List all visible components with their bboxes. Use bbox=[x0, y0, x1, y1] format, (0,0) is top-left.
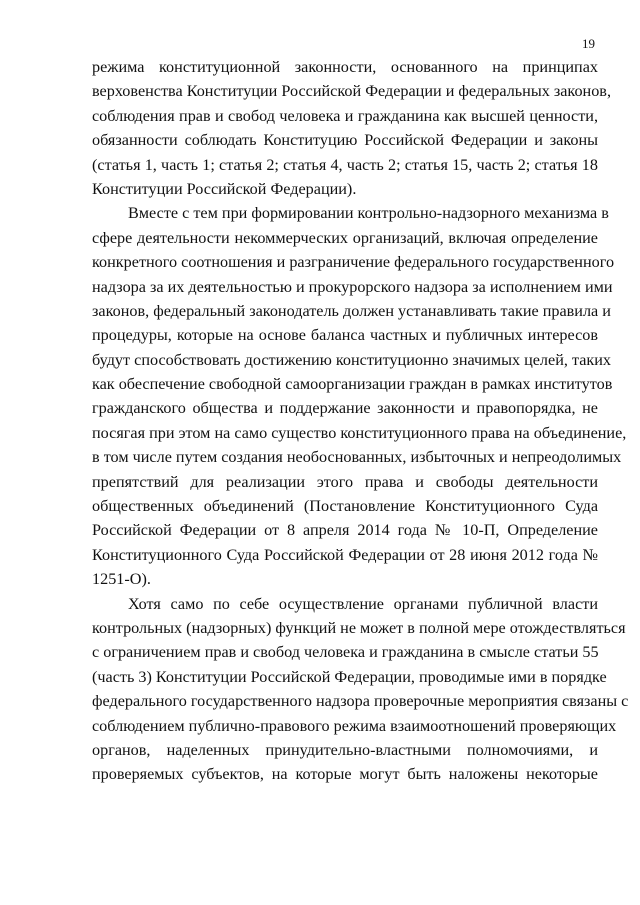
text-line: как обеспечение свободной самоорганизации граждан в рамках институтов bbox=[92, 375, 613, 394]
text-line: органов, наделенных принудительно-властными полномочиями, и bbox=[92, 740, 598, 759]
text-line: надзора за их деятельностью и прокурорского надзора за исполнением ими bbox=[92, 277, 613, 296]
text-line: соблюдения прав и свобод человека и гражданина как высшей ценности, bbox=[92, 106, 598, 125]
text-line: Конституционного Суда Российской Федерации от 28 июня 2012 года № bbox=[92, 545, 598, 564]
text-line: (статья 1, часть 1; статья 2; статья 4, часть 2; статья 15, часть 2; статья 18 bbox=[92, 155, 598, 174]
text-line: конкретного соотношения и разграничение федерального государственного bbox=[92, 253, 615, 272]
text-line: процедуры, которые на основе баланса частных и публичных интересов bbox=[92, 326, 598, 345]
text-line: федерального государственного надзора проверочные мероприятия связаны с bbox=[92, 692, 629, 711]
text-line: общественных объединений (Постановление Конституционного Суда bbox=[92, 497, 598, 516]
page-number: 19 bbox=[582, 36, 595, 51]
text-line: Конституции Российской Федерации). bbox=[92, 179, 357, 198]
paragraph-2 bbox=[92, 201, 627, 591]
text-line: (часть 3) Конституции Российской Федерации, проводимые ими в порядке bbox=[92, 667, 607, 686]
text-line: посягая при этом на само существо конституционного права на объединение, bbox=[92, 423, 627, 442]
text-line: 1251-О). bbox=[92, 570, 151, 589]
text-line: проверяемых субъектов, на которые могут быть наложены некоторые bbox=[92, 765, 598, 784]
paragraph-1 bbox=[92, 55, 612, 201]
text-line: препятствий для реализации этого права и свободы деятельности bbox=[92, 472, 598, 491]
text-line: Российской Федерации от 8 апреля 2014 года № 10-П, Определение bbox=[92, 521, 598, 540]
paragraph-3 bbox=[92, 592, 629, 787]
text-line: верховенства Конституции Российской Федерации и федеральных законов, bbox=[92, 82, 612, 101]
text-line: законов, федеральный законодатель должен устанавливать такие правила и bbox=[92, 301, 611, 320]
text-line: Вместе с тем при формировании контрольно-надзорного механизма в bbox=[128, 204, 609, 223]
text-line: обязанности соблюдать Конституцию Российской Федерации и законы bbox=[92, 131, 598, 150]
text-line: будут способствовать достижению конституционно значимых целей, таких bbox=[92, 350, 612, 369]
text-line: с ограничением прав и свобод человека и гражданина в смысле статьи 55 bbox=[92, 643, 599, 662]
text-line: контрольных (надзорных) функций не может в полной мере отождествляться bbox=[92, 618, 626, 637]
text-line: Хотя само по себе осуществление органами публичной власти bbox=[128, 594, 598, 613]
text-line: гражданского общества и поддержание законности и правопорядка, не bbox=[92, 399, 598, 418]
text-line: в том числе путем создания необоснованных, избыточных и непреодолимых bbox=[92, 448, 622, 467]
text-line: режима конституционной законности, основанного на принципах bbox=[92, 58, 598, 76]
text-line: соблюдением публично-правового режима взаимоотношений проверяющих bbox=[92, 716, 617, 735]
text-line: сфере деятельности некоммерческих организаций, включая определение bbox=[92, 228, 598, 247]
document-body bbox=[92, 55, 629, 787]
